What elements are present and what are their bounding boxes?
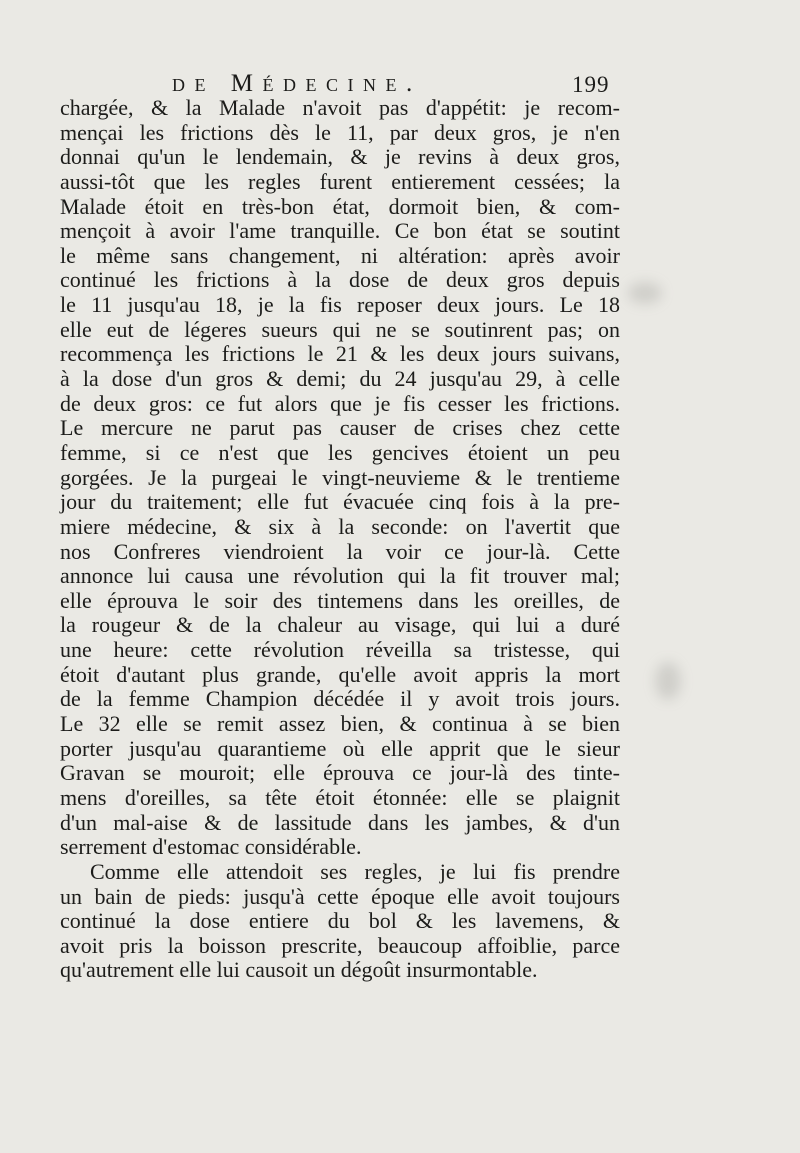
- running-title: de Médecine.: [172, 70, 422, 97]
- text-line: serrement d'estomac considérable.: [60, 834, 362, 860]
- paper-stain: [628, 282, 662, 304]
- text-line: gorgées. Je la purgeai le vingt-neuvieme & le trentieme: [60, 464, 620, 490]
- text-line: mençoit à avoir l'ame tranquille. Ce bon état se soutint: [60, 218, 620, 244]
- text-line: donnai qu'un le lendemain, & je revins à deux gros,: [60, 144, 620, 170]
- text-line: nos Confreres viendroient la voir ce jour-là. Cette: [60, 538, 620, 564]
- text-line: le même sans changement, ni altération: après avoir: [60, 242, 620, 268]
- text-line: qu'autrement elle lui causoit un dégoût insurmontable.: [60, 957, 538, 983]
- text-line: étoit d'autant plus grande, qu'elle avoit appris la mort: [60, 661, 620, 687]
- text-line: Le 32 elle se remit assez bien, & continua à se bien: [60, 711, 620, 737]
- text-line: de la femme Champion décédée il y avoit trois jours.: [60, 686, 620, 712]
- text-line: mençai les frictions dès le 11, par deux gros, je n'en: [60, 119, 620, 145]
- text-line: Malade étoit en très-bon état, dormoit bien, & com-: [60, 193, 620, 219]
- text-line: jour du traitement; elle fut évacuée cinq fois à la pre-: [60, 489, 620, 515]
- page-number: 199: [572, 72, 610, 97]
- text-line: aussi-tôt que les regles furent entierement cessées; la: [60, 168, 620, 194]
- text-line: chargée, & la Malade n'avoit pas d'appétit: je recom-: [60, 95, 620, 120]
- text-line: d'un mal-aise & de lassitude dans les jambes, & d'un: [60, 809, 620, 835]
- text-line: de deux gros: ce fut alors que je fis cesser les frictions.: [60, 390, 620, 416]
- text-line: elle éprouva le soir des tintemens dans les oreilles, de: [60, 587, 620, 613]
- text-line: annonce lui causa une révolution qui la fit trouver mal;: [60, 563, 620, 589]
- text-line: Gravan se mouroit; elle éprouva ce jour-là des tinte-: [60, 760, 620, 786]
- paragraph: [60, 96, 620, 860]
- text-line: elle eut de légeres sueurs qui ne se soutinrent pas; on: [60, 316, 620, 342]
- text-line: un bain de pieds: jusqu'à cette époque elle avoit toujours: [60, 883, 620, 909]
- text-line: recommença les frictions le 21 & les deux jours suivans,: [60, 341, 620, 367]
- text-line: Comme elle attendoit ses regles, je lui fis prendre: [90, 858, 620, 884]
- text-line: femme, si ce n'est que les gencives étoient un peu: [60, 439, 620, 465]
- text-line: avoit pris la boisson prescrite, beaucoup affoiblie, parce: [60, 932, 620, 958]
- text-line: une heure: cette révolution réveilla sa tristesse, qui: [60, 637, 620, 663]
- text-line: continué la dose entiere du bol & les lavemens, &: [60, 908, 620, 934]
- text-line: miere médecine, & six à la seconde: on l'avertit que: [60, 513, 620, 539]
- paper-stain: [655, 662, 681, 700]
- text-line: à la dose d'un gros & demi; du 24 jusqu'au 29, à celle: [60, 366, 620, 392]
- text-line: continué les frictions à la dose de deux gros depuis: [60, 267, 620, 293]
- text-line: porter jusqu'au quarantieme où elle apprit que le sieur: [60, 735, 620, 761]
- text-line: Le mercure ne parut pas causer de crises chez cette: [60, 415, 620, 441]
- body-text: [60, 96, 620, 983]
- paragraph: [60, 860, 620, 983]
- text-line: la rougeur & de la chaleur au visage, qui lui a duré: [60, 612, 620, 638]
- text-line: le 11 jusqu'au 18, je la fis reposer deux jours. Le 18: [60, 292, 620, 318]
- text-line: mens d'oreilles, sa tête étoit étonnée: elle se plaignit: [60, 784, 620, 810]
